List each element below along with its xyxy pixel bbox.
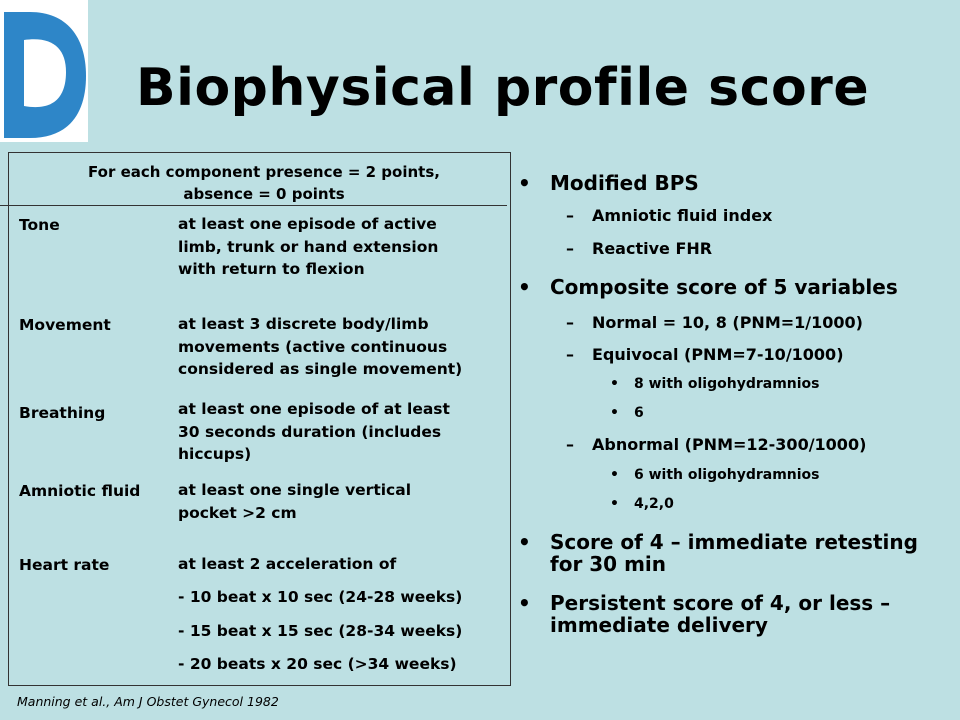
row-desc-amniotic-fluid: at least one single vertical pocket >2 cm: [178, 481, 412, 522]
heart-rate-line-2: - 15 beat x 15 sec (28-34 weeks): [178, 622, 463, 640]
bullet-normal: Normal = 10, 8 (PNM=1/1000): [592, 313, 863, 332]
bullet-persistent-line1: Persistent score of 4, or less –: [550, 591, 891, 615]
bullet-persistent-line2: immediate delivery: [550, 613, 768, 637]
bullet-abnormal-oligo: 6 with oligohydramnios: [634, 467, 820, 483]
row-desc-breathing: at least one episode of at least 30 seconds duration (includes hiccups): [178, 400, 450, 463]
row-label-tone: Tone: [19, 216, 60, 234]
dash-marker: –: [566, 313, 574, 332]
row-label-heart-rate: Heart rate: [19, 556, 110, 574]
bullet-dot: •: [610, 467, 619, 483]
bullet-dot: •: [518, 275, 531, 299]
bullet-composite-score: Composite score of 5 variables: [550, 275, 898, 299]
bullet-dot: •: [610, 405, 619, 421]
dash-marker: –: [566, 206, 574, 225]
logo-icon: [0, 0, 88, 142]
bullet-dot: •: [518, 171, 531, 195]
citation: Manning et al., Am J Obstet Gynecol 1982: [17, 694, 279, 709]
table-header-line1: For each component presence = 2 points,: [88, 163, 440, 181]
row-desc-tone: at least one episode of active limb, trunk or hand extension with return to flexion: [178, 215, 439, 278]
logo: [0, 0, 88, 142]
header-divider: [0, 205, 507, 206]
bullet-equivocal: Equivocal (PNM=7-10/1000): [592, 345, 844, 364]
slide-title: Biophysical profile score: [136, 58, 870, 118]
bullet-reactive-fhr: Reactive FHR: [592, 239, 713, 258]
bullet-dot: •: [610, 496, 619, 512]
table-header: [9, 161, 519, 205]
bullet-dot: •: [610, 376, 619, 392]
bullet-amniotic-fluid-index: Amniotic fluid index: [592, 206, 773, 225]
dash-marker: –: [566, 345, 574, 364]
dash-marker: –: [566, 239, 574, 258]
heart-rate-line-3: - 20 beats x 20 sec (>34 weeks): [178, 655, 457, 673]
row-label-movement: Movement: [19, 316, 111, 334]
bullet-abnormal: Abnormal (PNM=12-300/1000): [592, 435, 867, 454]
bullet-abnormal-420: 4,2,0: [634, 496, 674, 512]
dash-marker: –: [566, 435, 574, 454]
row-desc-movement: at least 3 discrete body/limb movements (active continuous considered as single movement): [178, 315, 463, 378]
bullet-score4-line1: Score of 4 – immediate retesting: [550, 530, 918, 554]
row-label-amniotic-fluid: Amniotic fluid: [19, 482, 141, 500]
heart-rate-line-1: - 10 beat x 10 sec (24-28 weeks): [178, 588, 463, 606]
bullet-dot: •: [518, 530, 531, 554]
bullet-equivocal-6: 6: [634, 405, 644, 421]
bullet-dot: •: [518, 591, 531, 615]
bullet-equivocal-oligo: 8 with oligohydramnios: [634, 376, 820, 392]
row-desc-heart-rate: at least 2 acceleration of: [178, 555, 397, 573]
bullet-modified-bps: Modified BPS: [550, 171, 699, 195]
row-label-breathing: Breathing: [19, 404, 106, 422]
table-header-line2: absence = 0 points: [183, 185, 345, 203]
bullet-score4-line2: for 30 min: [550, 552, 666, 576]
